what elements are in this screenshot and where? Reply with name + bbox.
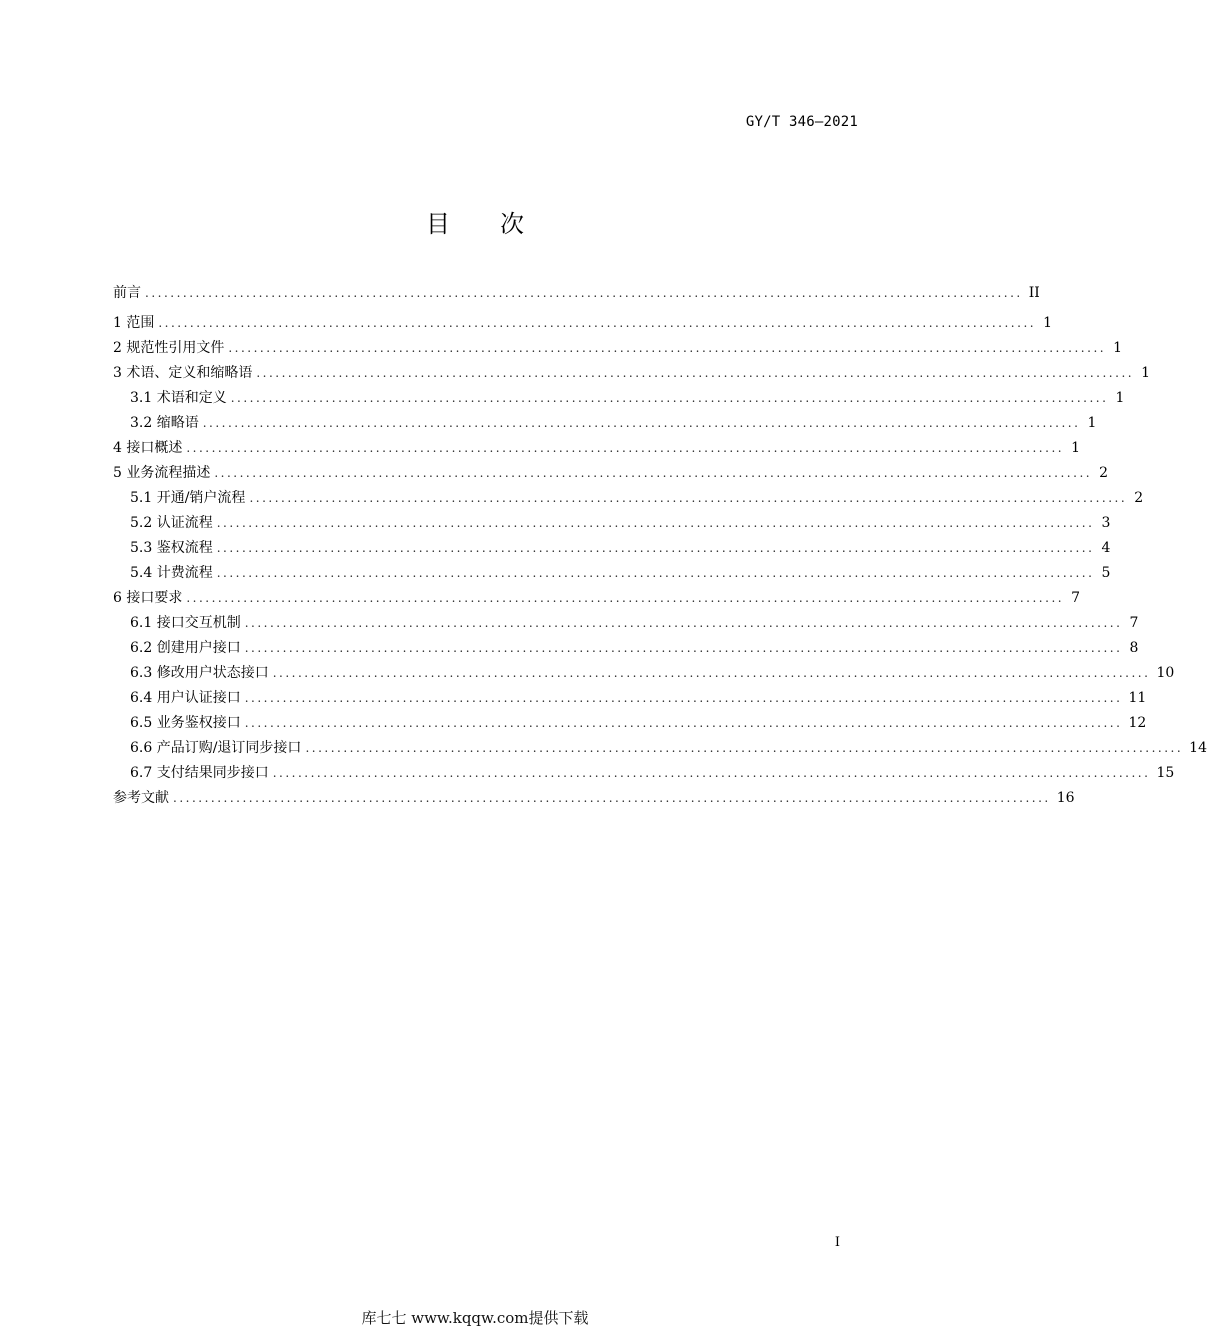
toc-leader-dots: ...........................................................................................................................................: [202, 416, 1081, 430]
toc-leader-dots: ...........................................................................................................................................: [244, 716, 1123, 730]
toc-entry-3-2[interactable]: [113, 411, 1097, 436]
toc-entry-page: 2: [1134, 490, 1144, 506]
toc-entry-5-1[interactable]: [113, 486, 1144, 511]
toc-leader-dots: ...........................................................................................................................................: [158, 316, 1037, 330]
toc-entry-label: 1 范围: [113, 315, 155, 331]
toc-entry-label: 6.7 支付结果同步接口: [130, 765, 269, 781]
toc-entry-5-4[interactable]: [113, 561, 1111, 586]
toc-entry-2[interactable]: [113, 336, 1123, 361]
toc-entry-page: 15: [1156, 765, 1175, 781]
toc-entry-5-2[interactable]: [113, 511, 1111, 536]
toc-entry-page: 2: [1099, 465, 1109, 481]
toc-entry-6[interactable]: [113, 586, 1081, 611]
toc-leader-dots: ...........................................................................................................................................: [305, 741, 1184, 755]
toc-entry-page: 1: [1141, 365, 1151, 381]
toc-entry-label: 4 接口概述: [113, 440, 183, 456]
toc-leader-dots: ...........................................................................................................................................: [216, 566, 1095, 580]
toc-entry-6-2[interactable]: [113, 636, 1139, 661]
toc-entry-5-3[interactable]: [113, 536, 1111, 561]
toc-entry-6-1[interactable]: [113, 611, 1139, 636]
toc-leader-dots: ...........................................................................................................................................: [230, 391, 1109, 405]
toc-leader-dots: ...........................................................................................................................................: [145, 286, 1023, 300]
toc-entry-page: 1: [1087, 415, 1097, 431]
toc-entry-page: 3: [1101, 515, 1111, 531]
toc-leader-dots: ...........................................................................................................................................: [228, 341, 1107, 355]
toc-entry-3-1[interactable]: [113, 386, 1125, 411]
toc-entry-6-7[interactable]: [113, 761, 1175, 786]
toc-entry-label: 6.2 创建用户接口: [130, 640, 241, 656]
toc-entry-3[interactable]: [113, 361, 1151, 386]
toc-entry-page: 7: [1129, 615, 1139, 631]
toc-entry-label: 6.3 修改用户状态接口: [130, 665, 269, 681]
toc-leader-dots: ...........................................................................................................................................: [244, 641, 1123, 655]
standard-code: GY/T 346—2021: [745, 114, 858, 130]
toc-entry-page: 11: [1128, 690, 1147, 706]
toc-entry-label: 3.2 缩略语: [130, 415, 199, 431]
toc-entry-page: 14: [1189, 740, 1207, 756]
toc-entry-page: 1: [1113, 340, 1123, 356]
toc-entry-page: 1: [1071, 440, 1081, 456]
toc-entry-5[interactable]: [113, 461, 1109, 486]
toc-entry-1[interactable]: [113, 311, 1053, 336]
toc-leader-dots: ...........................................................................................................................................: [272, 666, 1151, 680]
toc-leader-dots: ...........................................................................................................................................: [214, 466, 1093, 480]
download-watermark: 库七七 www.kqqw.com提供下载: [361, 1309, 589, 1327]
toc-entry-label: 6.5 业务鉴权接口: [130, 715, 241, 731]
toc-entry-page: 5: [1101, 565, 1111, 581]
toc-leader-dots: ...........................................................................................................................................: [249, 491, 1128, 505]
toc-entry-6-3[interactable]: [113, 661, 1175, 686]
toc-entry-6-5[interactable]: [113, 711, 1147, 736]
toc-entry-label: 6.4 用户认证接口: [130, 690, 241, 706]
toc-entry-label: 3 术语、定义和缩略语: [113, 365, 253, 381]
toc-leader-dots: ...........................................................................................................................................: [272, 766, 1151, 780]
toc-leader-dots: ...........................................................................................................................................: [244, 691, 1123, 705]
toc-entry-6-4[interactable]: [113, 686, 1147, 711]
page-title: 目次: [426, 210, 574, 238]
toc-leader-dots: ...........................................................................................................................................: [256, 366, 1135, 380]
toc-entry-label: 6.6 产品订购/退订同步接口: [130, 740, 302, 756]
toc-entry-page: 7: [1071, 590, 1081, 606]
toc-entry-page: 1: [1115, 390, 1125, 406]
toc-entry-label: 5 业务流程描述: [113, 465, 211, 481]
toc-leader-dots: ...........................................................................................................................................: [216, 516, 1095, 530]
toc-entry-label: 6.1 接口交互机制: [130, 615, 241, 631]
page-number: I: [834, 1235, 840, 1250]
toc-entry-label: 5.1 开通/销户流程: [130, 490, 246, 506]
toc-leader-dots: ...........................................................................................................................................: [173, 791, 1051, 805]
toc-entry-label: 6 接口要求: [113, 590, 183, 606]
toc-entry-bibliography[interactable]: [113, 786, 1075, 811]
table-of-contents: [113, 281, 1207, 811]
toc-entry-page: 4: [1101, 540, 1111, 556]
toc-entry-label: 前言: [113, 285, 141, 301]
toc-entry-label: 5.3 鉴权流程: [130, 540, 213, 556]
toc-leader-dots: ...........................................................................................................................................: [244, 616, 1123, 630]
toc-entry-label: 5.4 计费流程: [130, 565, 213, 581]
toc-entry-label: 5.2 认证流程: [130, 515, 213, 531]
toc-entry-label: 3.1 术语和定义: [130, 390, 227, 406]
toc-leader-dots: ...........................................................................................................................................: [186, 591, 1065, 605]
toc-leader-dots: ...........................................................................................................................................: [186, 441, 1065, 455]
toc-entry-label: 2 规范性引用文件: [113, 340, 225, 356]
toc-entry-page: 12: [1128, 715, 1147, 731]
toc-entry-4[interactable]: [113, 436, 1081, 461]
toc-entry-foreword[interactable]: [113, 281, 1040, 306]
toc-entry-page: 16: [1056, 790, 1075, 806]
toc-entry-page: 8: [1129, 640, 1139, 656]
toc-entry-6-6[interactable]: [113, 736, 1207, 761]
toc-entry-page: II: [1028, 285, 1040, 301]
toc-entry-label: 参考文献: [113, 790, 169, 806]
toc-entry-page: 10: [1156, 665, 1175, 681]
toc-leader-dots: ...........................................................................................................................................: [216, 541, 1095, 555]
toc-entry-page: 1: [1043, 315, 1053, 331]
